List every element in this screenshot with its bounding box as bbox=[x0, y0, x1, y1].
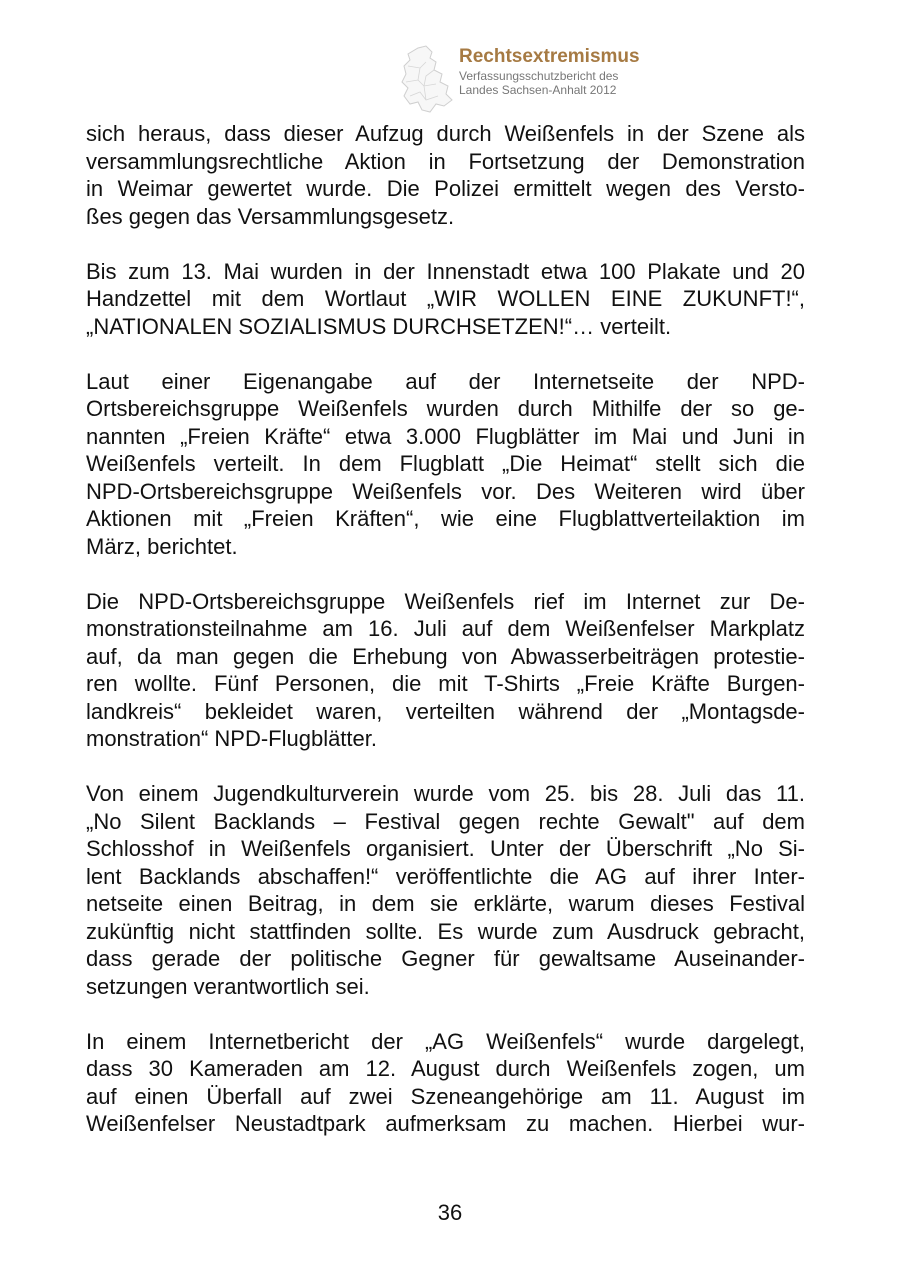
text-line: Handzettel mit dem Wortlaut „WIR WOLLEN EINE ZUKUNFT!“, bbox=[86, 286, 805, 311]
text-line: ßes gegen das Versammlungsgesetz. bbox=[86, 203, 455, 229]
text-line: nannten „Freien Kräfte“ etwa 3.000 Flugblätter im Mai und Juni in bbox=[86, 423, 805, 449]
text-line: dass gerade der politische Gegner für gewaltsame Auseinander- bbox=[86, 946, 805, 971]
header-title: Rechtsextremismus bbox=[459, 46, 640, 67]
text-line: auf, da man gegen die Erhebung von Abwasserbeiträgen protestie- bbox=[86, 643, 805, 669]
text-line: ren wollte. Fünf Personen, die mit T-Shirts „Freie Kräfte Burgen- bbox=[86, 671, 805, 696]
paragraph bbox=[86, 258, 805, 341]
paragraph bbox=[86, 368, 805, 561]
text-line: monstrationsteilnahme am 16. Juli auf dem Weißenfelser Markplatz bbox=[86, 616, 805, 641]
text-line: „NATIONALEN SOZIALISMUS DURCHSETZEN!“… verteilt. bbox=[86, 313, 672, 339]
text-line: „No Silent Backlands – Festival gegen rechte Gewalt" auf dem bbox=[86, 808, 805, 834]
text-line: In einem Internetbericht der „AG Weißenfels“ wurde dargelegt, bbox=[86, 1028, 805, 1054]
text-line: lent Backlands abschaffen!“ veröffentlichte die AG auf ihrer Inter- bbox=[86, 863, 805, 889]
text-line: Laut einer Eigenangabe auf der Internetseite der NPD- bbox=[86, 368, 805, 394]
sachsen-anhalt-map-icon bbox=[396, 44, 458, 116]
page-header bbox=[396, 44, 716, 116]
text-line: netseite einen Beitrag, in dem sie erklärte, warum dieses Festival bbox=[86, 891, 805, 916]
text-line: zukünftig nicht stattfinden sollte. Es wurde zum Ausdruck gebracht, bbox=[86, 918, 805, 944]
text-line: versammlungsrechtliche Aktion in Fortsetzung der Demonstration bbox=[86, 148, 805, 174]
text-line: Bis zum 13. Mai wurden in der Innenstadt etwa 100 Plakate und 20 bbox=[86, 258, 805, 284]
text-line: Weißenfels verteilt. In dem Flugblatt „Die Heimat“ stellt sich die bbox=[86, 451, 805, 476]
text-line: landkreis“ bekleidet waren, verteilten während der „Montagsde- bbox=[86, 698, 805, 724]
text-line: auf einen Überfall auf zwei Szeneangehörige am 11. August im bbox=[86, 1083, 805, 1109]
paragraph bbox=[86, 120, 805, 230]
text-line: monstration“ NPD-Flugblätter. bbox=[86, 726, 377, 751]
paragraph bbox=[86, 780, 805, 1000]
text-line: NPD-Ortsbereichsgruppe Weißenfels vor. Des Weiteren wird über bbox=[86, 478, 805, 504]
page-number: 36 bbox=[437, 1200, 463, 1225]
text-line: Schlosshof in Weißenfels organisiert. Unter der Überschrift „No Si- bbox=[86, 836, 805, 861]
text-line: Weißenfelser Neustadtpark aufmerksam zu machen. Hierbei wur- bbox=[86, 1111, 805, 1136]
text-line: Die NPD-Ortsbereichsgruppe Weißenfels rief im Internet zur De- bbox=[86, 588, 805, 614]
paragraph bbox=[86, 588, 805, 753]
text-line: Ortsbereichsgruppe Weißenfels wurden durch Mithilfe der so ge- bbox=[86, 396, 805, 421]
text-line: dass 30 Kameraden am 12. August durch Weißenfels zogen, um bbox=[86, 1056, 805, 1081]
text-line: setzungen verantwortlich sei. bbox=[86, 973, 370, 999]
paragraph bbox=[86, 1028, 805, 1138]
text-line: sich heraus, dass dieser Aufzug durch Weißenfels in der Szene als bbox=[86, 121, 805, 146]
text-line: Aktionen mit „Freien Kräften“, wie eine Flugblattverteilaktion im bbox=[86, 506, 805, 531]
body-text bbox=[86, 120, 805, 1165]
text-line: in Weimar gewertet wurde. Die Polizei ermittelt wegen des Versto- bbox=[86, 176, 805, 201]
header-subtitle-line1: Verfassungsschutzbericht des bbox=[459, 69, 619, 83]
text-line: März, berichtet. bbox=[86, 533, 238, 559]
header-subtitle-line2: Landes Sachsen-Anhalt 2012 bbox=[459, 83, 617, 97]
text-line: Von einem Jugendkulturverein wurde vom 25. bis 28. Juli das 11. bbox=[86, 781, 805, 806]
